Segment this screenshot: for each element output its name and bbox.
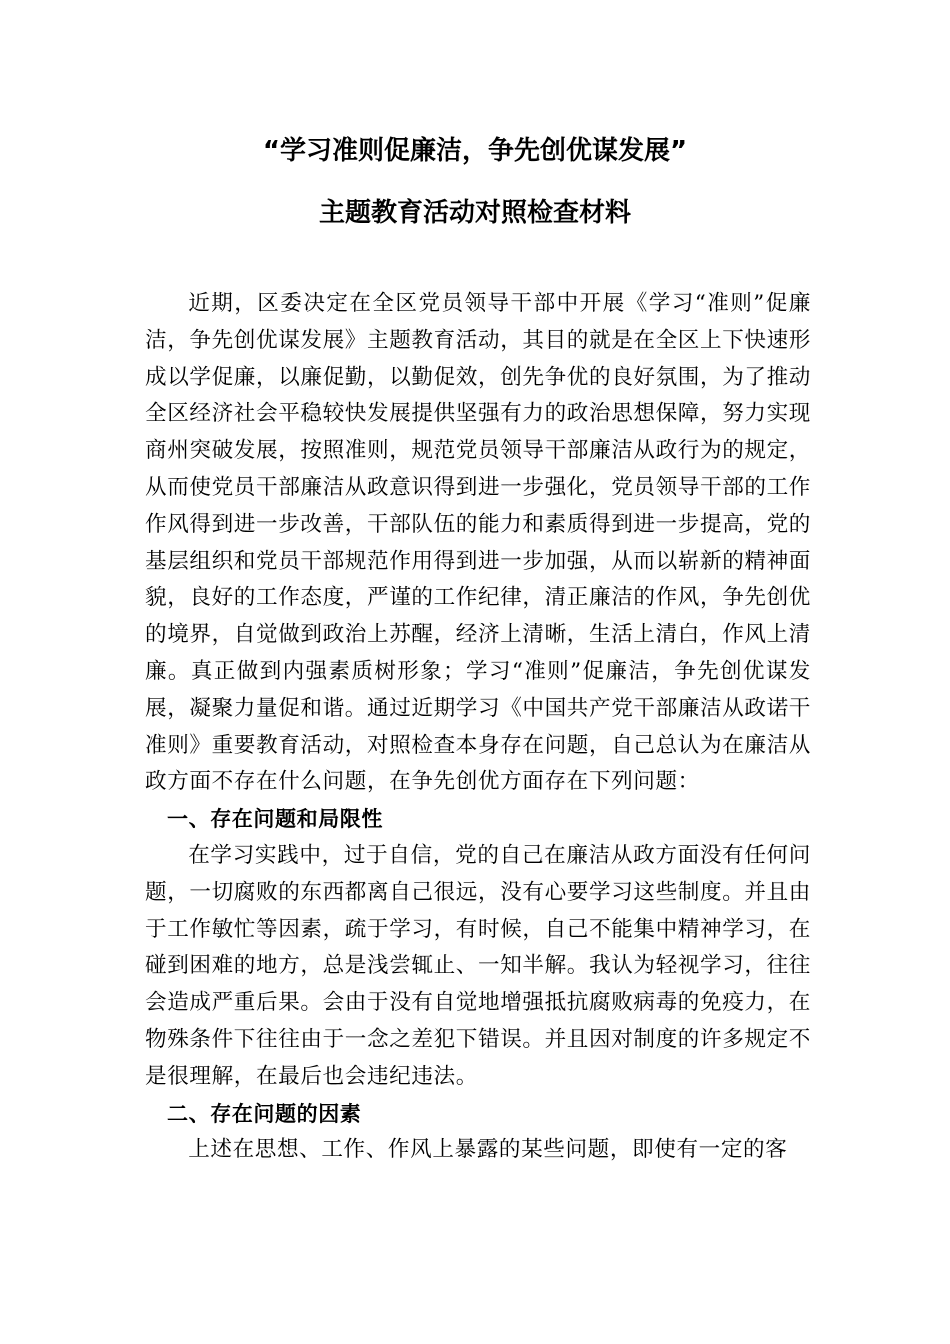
- section-heading-2: 二、存在问题的因素: [167, 1101, 362, 1126]
- document-title-line-2: 主题教育活动对照检查材料: [318, 198, 631, 228]
- section-heading-1: 一、存在问题和局限性: [167, 807, 383, 832]
- document-body: [145, 286, 811, 1169]
- document-title-line-1: “学习准则促廉洁，争先创优谋发展”: [262, 136, 688, 166]
- section-1-paragraph: 在学习实践中，过于自信，党的自己在廉洁从政方面没有任何问题，一切腐败的东西都离自己很远，没有心要学习这些制度。并且由于工作敏忙等因素，疏于学习，有时候，自己不能集中精神学习，在碰到困难的地方，总是浅尝辄止、一知半解。我认为轻视学习，往往会造成严重后果。会由于没有自觉地增强抵抗腐败病毒的免疫力，在物殊条件下往往由于一念之差犯下错误。并且因对制度的许多规定不是很理解，在最后也会违纪违法。: [145, 842, 811, 1089]
- intro-paragraph: 近期，区委决定在全区党员领导干部中开展《学习“准则”促廉洁，争先创优谋发展》主题教育活动，其目的就是在全区上下快速形成以学促廉，以廉促勤，以勤促效，创先争优的良好氛围，为了推动全区经济社会平稳较快发展提供坚强有力的政治思想保障，努力实现商州突破发展，按照准则，规范党员领导干部廉洁从政行为的规定，从而使党员干部廉洁从政意识得到进一步强化，党员领导干部的工作作风得到进一步改善，干部队伍的能力和素质得到进一步提高，党的基层组织和党员干部规范作用得到进一步加强，从而以崭新的精神面貌，良好的工作态度，严谨的工作纪律，清正廉洁的作风，争先创优的境界，自觉做到政治上苏醒，经济上清晰，生活上清白，作风上清廉。真正做到内强素质树形象；学习“准则”促廉洁，争先创优谋发展，凝聚力量促和谐。通过近期学习《中国共产党干部廉洁从政诺干准则》重要教育活动，对照检查本身存在问题，自己总认为在廉洁从政方面不存在什么问题，在争先创优方面存在下列问题：: [145, 291, 811, 795]
- section-2-paragraph: 上述在思想、工作、作风上暴露的某些问题，即使有一定的客: [188, 1137, 788, 1163]
